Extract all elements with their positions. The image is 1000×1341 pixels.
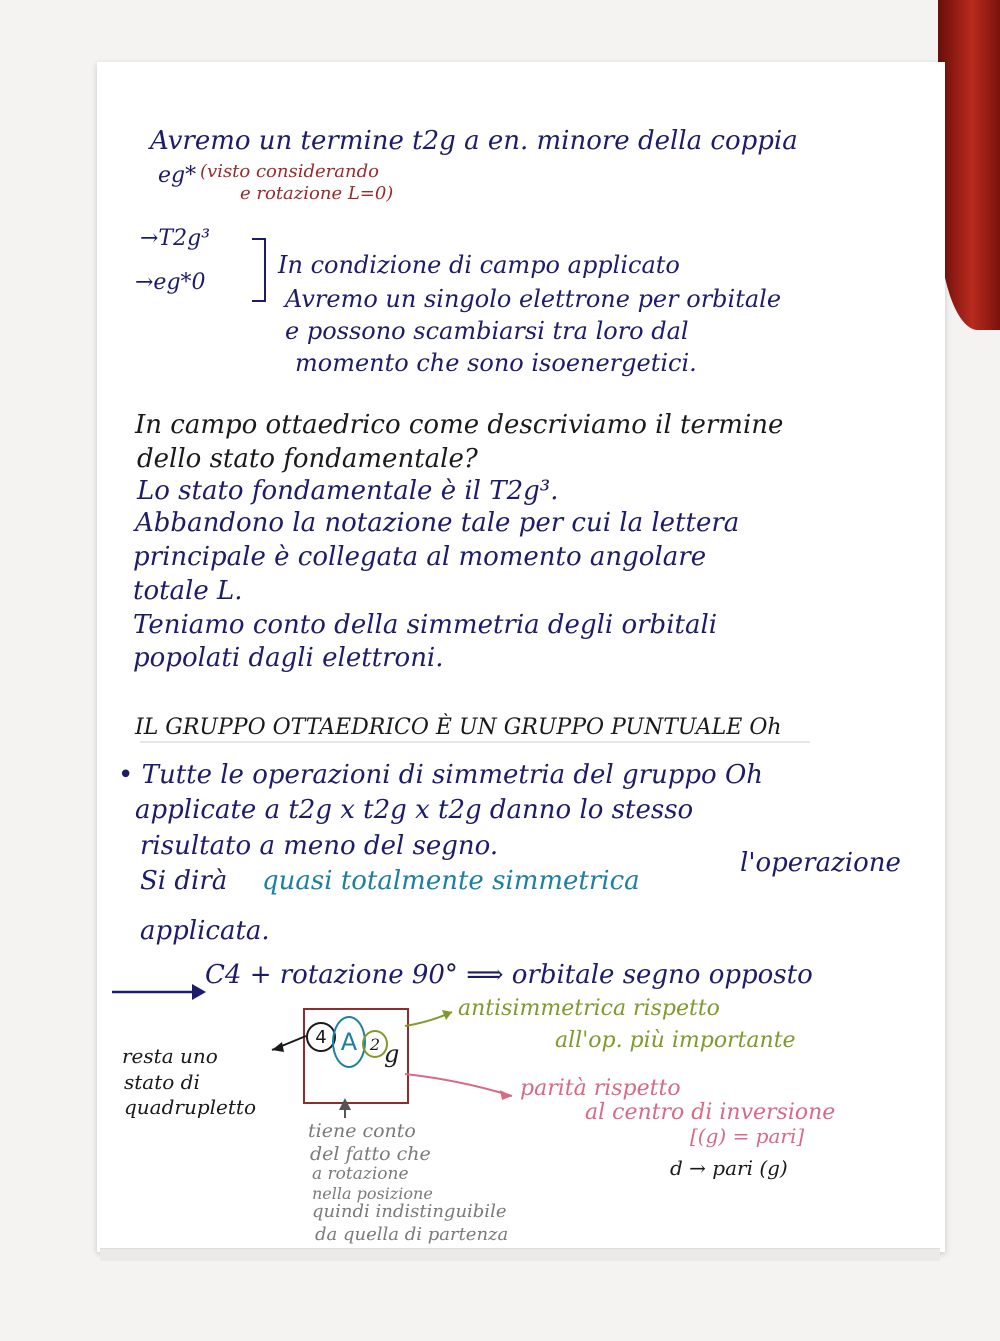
subscript-circle: 2 [362,1030,388,1058]
parity-label: g [384,1040,400,1068]
grey-note-1: tiene conto [308,1120,416,1142]
pink-note-3: [(g) = pari] [690,1124,805,1148]
left-note-3: quadrupletto [124,1095,257,1119]
note-line-12: dello stato fondamentale? [137,444,478,474]
note-line-15: principale è collegata al momento angolare [133,542,707,572]
note-line-25: C4 + rotazione 90° ⟹ orbitale segno opposto [205,960,813,990]
note-line-8: Avremo un singolo elettrone per orbitale [285,285,782,313]
note-line-10: momento che sono isoenergetici. [295,349,697,377]
green-note-1: antisimmetrica rispetto [458,996,720,1021]
note-line-1: Avremo un termine t2g a en. minore della coppia [150,126,798,156]
note-line-6: →eg*0 [135,270,206,295]
note-line-4: e rotazione L=0) [240,183,394,204]
note-line-24: applicata. [140,916,270,946]
pink-note-1: parità rispetto [520,1076,681,1101]
note-line-20: • Tutte le operazioni di simmetria del gruppo Oh [118,760,764,790]
note-line-23a: Si dirà [140,866,228,896]
note-line-22: risultato a meno del segno. [140,831,499,861]
note-line-7: In condizione di campo applicato [278,251,680,279]
grey-note-6: da quella di partenza [315,1224,509,1245]
note-line-19: IL GRUPPO OTTAEDRICO È UN GRUPPO PUNTUALE Oh [135,715,782,740]
note-line-16: totale L. [133,576,243,606]
green-note-2: all'op. più importante [555,1028,796,1053]
left-note-1: resta uno [122,1044,218,1068]
note-line-11: In campo ottaedrico come descriviamo il termine [135,410,784,440]
grey-note-5: quindi indistinguibile [312,1201,507,1222]
note-line-5: →T2g³ [140,226,211,251]
note-line-9: e possono scambiarsi tra loro dal [285,317,689,345]
pink-note-2: al centro di inversione [585,1100,836,1125]
symmetry-label-circle: A [332,1016,366,1068]
left-note-2: stato di [124,1070,200,1094]
note-line-13: Lo stato fondamentale è il T2g³. [137,476,559,506]
black-note: d → pari (g) [670,1156,788,1180]
note-line-18: popolati dagli elettroni. [133,643,444,673]
note-line-2: eg* [158,163,197,188]
grey-note-4: nella posizione [312,1184,433,1203]
note-line-17: Teniamo conto della simmetria degli orbitali [133,610,718,640]
grey-note-3: a rotazione [312,1164,409,1184]
note-line-23b: quasi totalmente simmetrica [262,866,640,896]
note-line-21: applicate a t2g x t2g x t2g danno lo stesso [135,795,694,825]
multiplicity-circle: 4 [306,1022,336,1052]
note-line-14: Abbandono la notazione tale per cui la lettera [135,508,740,538]
grey-note-2: del fatto che [310,1143,431,1165]
note-line-3: (visto considerando [200,161,379,182]
note-line-23c: l'operazione [740,848,901,878]
